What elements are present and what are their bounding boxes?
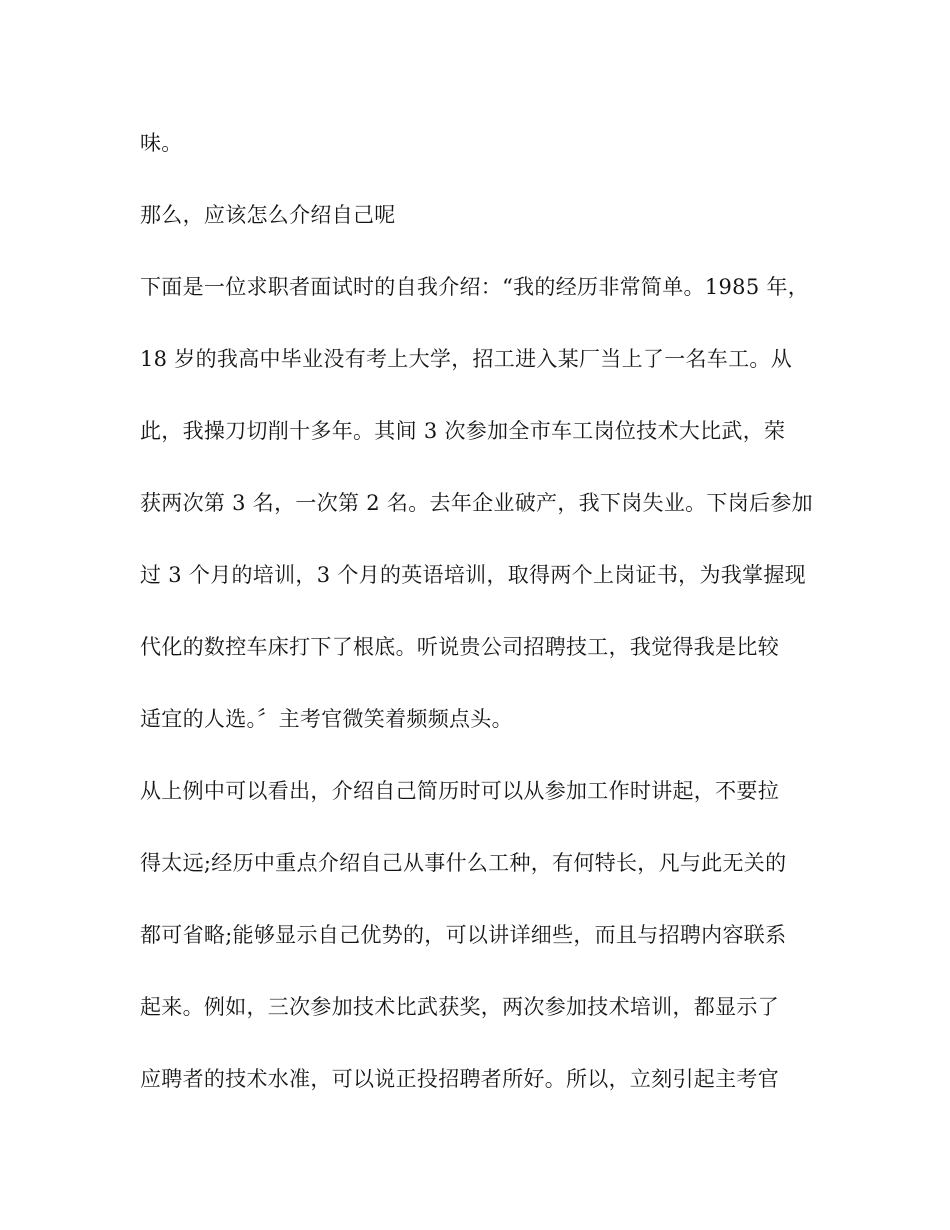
text-line: 18 岁的我高中毕业没有考上大学，招工进入某厂当上了一名车工。从 <box>140 347 792 371</box>
text-line: 获两次第 3 名，一次第 2 名。去年企业破产，我下岗失业。下岗后参加 <box>140 491 813 515</box>
text-line: 此，我操刀切削十多年。其间 3 次参加全市车工岗位技术大比武，荣 <box>140 419 786 443</box>
text-line: 都可省略;能够显示自己优势的，可以讲详细些，而且与招聘内容联系 <box>140 923 787 947</box>
text-line: 得太远;经历中重点介绍自己从事什么工种，有何特长，凡与此无关的 <box>140 851 787 875</box>
text-line: 适宜的人选。〞主考官微笑着频频点头。 <box>140 707 513 731</box>
text-line: 应聘者的技术水准，可以说正投招聘者所好。所以，立刻引起主考官 <box>140 1067 779 1091</box>
text-line: 过 3 个月的培训，3 个月的英语培训，取得两个上岗证书，为我掌握现 <box>140 563 806 587</box>
text-line: 下面是一位求职者面试时的自我介绍：“我的经历非常简单。1985 年， <box>140 275 810 299</box>
text-line: 那么，应该怎么介绍自己呢 <box>140 203 396 227</box>
text-line: 味。 <box>140 131 183 155</box>
text-line: 代化的数控车床打下了根底。听说贵公司招聘技工，我觉得我是比较 <box>140 635 779 659</box>
text-line: 起来。例如，三次参加技术比武获奖，两次参加技术培训，都显示了 <box>140 995 779 1019</box>
text-line: 从上例中可以看出，介绍自己简历时可以从参加工作时讲起，不要拉 <box>140 779 779 803</box>
